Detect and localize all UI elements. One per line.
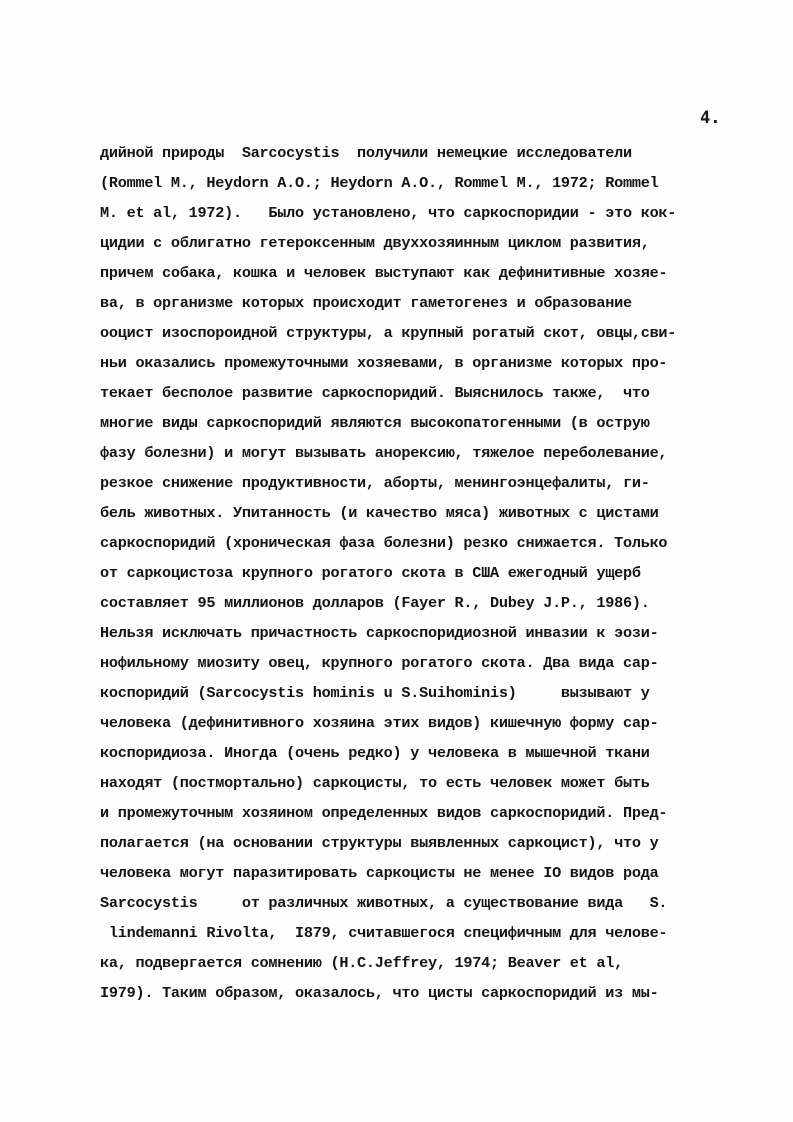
text-line: дийной природы Sarcocystis получили немецкие исследователи [100,144,632,162]
text-line: текает бесполое развитие саркоспоридий. Выяснилось также, что [100,384,650,402]
text-line: ооцист изоспороидной структуры, а крупный рогатый скот, овцы,сви- [100,324,677,342]
page-number: 4. [700,108,721,128]
text-line: коспоридий (Sarcocystis hominis u S.Suihominis) вызывают у [100,684,650,702]
text-line: ньи оказались промежуточными хозяевами, в организме которых про- [100,354,668,372]
text-line: ка, подвергается сомнению (H.C.Jeffrey, 1974; Beaver et al, [100,954,623,972]
text-line: Sarcocystis от различных животных, а существование вида S. [100,894,668,912]
text-line: полагается (на основании структуры выявленных саркоцист), что у [100,834,659,852]
text-line: нофильному миозиту овец, крупного рогатого скота. Два вида сар- [100,654,659,672]
body-text [100,138,750,1008]
text-line: резкое снижение продуктивности, аборты, менингоэнцефалиты, ги- [100,474,650,492]
text-line: (Rommel M., Heydorn A.O.; Heydorn A.O., Rommel M., 1972; Rommel [100,174,659,192]
text-line: фазу болезни) и могут вызывать анорексию, тяжелое переболевание, [100,444,668,462]
text-line: цидии с облигатно гетероксенным двуххозяинным циклом развития, [100,234,650,252]
text-line: многие виды саркоспоридий являются высокопатогенными (в острую [100,414,650,432]
text-line: от саркоцистоза крупного рогатого скота в США ежегодный ущерб [100,564,641,582]
text-line: Нельзя исключать причастность саркоспоридиозной инвазии к эози- [100,624,659,642]
text-line: lindemanni Rivolta, I879, считавшегося специфичным для челове- [100,924,668,942]
text-line: I979). Таким образом, оказалось, что цисты саркоспоридий из мы- [100,984,659,1002]
text-line: находят (постмортально) саркоцисты, то есть человек может быть [100,774,650,792]
text-line: и промежуточным хозяином определенных видов саркоспоридий. Пред- [100,804,668,822]
text-line: человека (дефинитивного хозяина этих видов) кишечную форму сар- [100,714,659,732]
text-line: причем собака, кошка и человек выступают как дефинитивные хозяе- [100,264,668,282]
text-line: составляет 95 миллионов долларов (Fayer R., Dubey J.P., 1986). [100,594,650,612]
text-line: M. et al, 1972). Было установлено, что саркоспоридии - это кок- [100,204,677,222]
text-line: саркоспоридий (хроническая фаза болезни) резко снижается. Только [100,534,668,552]
text-line: коспоридиоза. Иногда (очень редко) у человека в мышечной ткани [100,744,650,762]
text-line: ва, в организме которых происходит гаметогенез и образование [100,294,632,312]
text-line: бель животных. Упитанность (и качество мяса) животных с цистами [100,504,659,522]
text-line: человека могут паразитировать саркоцисты не менее IO видов рода [100,864,659,882]
